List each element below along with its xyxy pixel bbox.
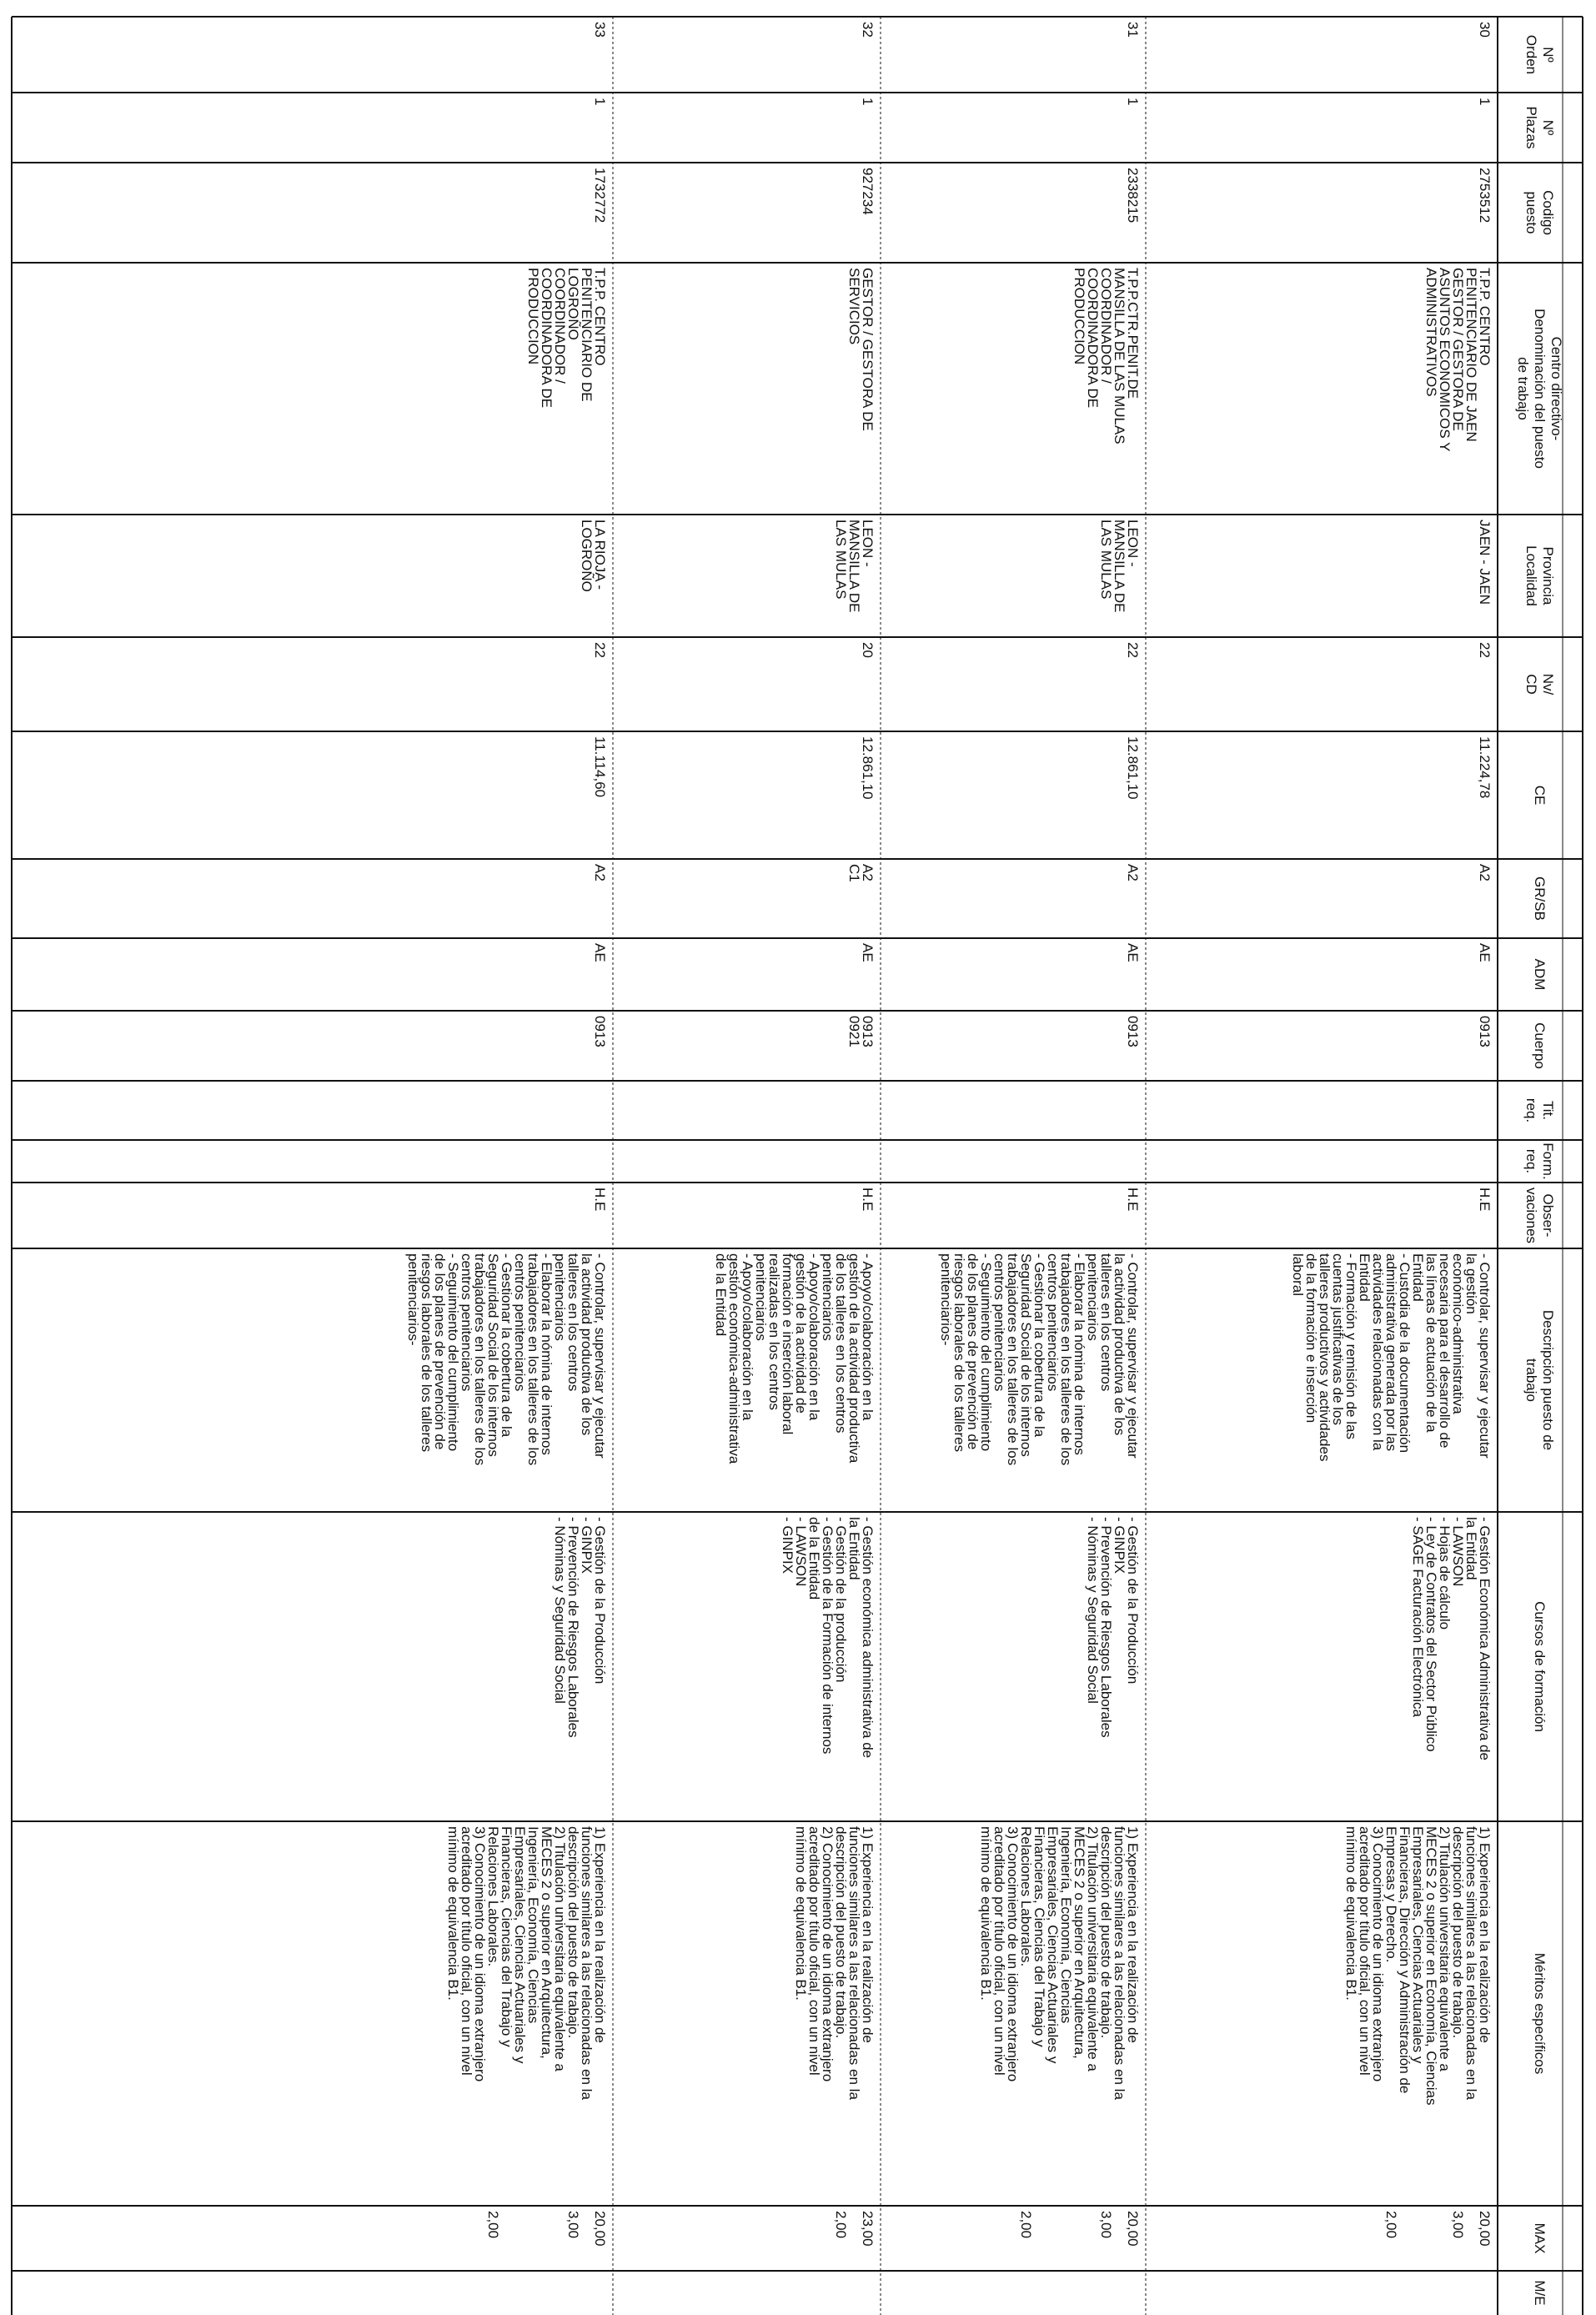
row-32-cuerpo: 0913 0921 <box>846 1016 876 1047</box>
row-31-orden: 31 <box>1125 22 1141 38</box>
header-centro: Centro directivo- Denominación del puesto de trabajo <box>1515 309 1564 469</box>
row-31-adm: AE <box>1125 943 1141 962</box>
row-32-descripcion: - Apoyo/colaboración en la gestión de la actividad productiva de los talleres en los centros penitenciarios - Apoyo/colaboración en la gestión de la actividad de formación e inserción laboral realizadas en los centros penitenciarios - Apoyo/colaboración en la gestión económica-administrativa de la Entidad <box>713 1253 876 1464</box>
row-31-titulacion <box>884 1086 1139 1137</box>
row-31-meritos: 1) Experiencia en la realización de funciones similares a las relacionadas en la descripción del puesto de trabajo. 2) Titulación universitaria equivalente a MECES 2 o superior en Arquitectura, Ingeniería, Economía, Ciencias Empresariales, Ciencias Actuariales y Financieras, Ciencias del Trabajo y Relaciones Laborales. 3) Conocimiento de un idioma extranjero acreditado por título oficial, con un nivel mínimo de equivalencia B1. <box>978 1826 1141 2100</box>
row-32-formacion <box>616 1145 874 1179</box>
row-32-ce: 12.861,10 <box>860 736 876 800</box>
row-32-titulacion <box>616 1086 874 1137</box>
row-30-nivel: 22 <box>1477 642 1493 658</box>
row-30-plazas: 1 <box>1477 98 1493 106</box>
header-titulacion: Tit. req. <box>1523 1097 1556 1123</box>
row-31-observaciones: H.E <box>1125 1188 1141 1212</box>
header-descripcion: Descripción puesto de trabajo <box>1523 1309 1556 1451</box>
row-33-ce: 11.114,60 <box>592 736 608 798</box>
row-33-max: 20,00 3,00 2,00 <box>485 2211 608 2247</box>
row-31-plazas: 1 <box>1125 98 1141 106</box>
row-33-plazas: 1 <box>592 98 608 106</box>
row-32-cursos: - Gestión económica administrativa de la Entidad - Gestión de la producción - Gestión de la Formación de internos de la Entidad - LAWSON - GINPIX <box>780 1517 876 1759</box>
row-33-cursos: - Gestión de la Producción - GINPIX - Prevención de Riesgos Laborales - Nóminas y Seguridad Social <box>552 1517 608 1738</box>
row-33-formacion <box>15 1145 606 1179</box>
row-31-cuerpo: 0913 <box>1125 1016 1141 1047</box>
row-31-cursos: - Gestión de la Producción - GINPIX - Prevención de Riesgos Laborales - Nóminas y Seguridad Social <box>1085 1517 1141 1738</box>
row-30-cuerpo: 0913 <box>1477 1016 1493 1047</box>
row-30-adm: AE <box>1477 943 1493 962</box>
row-30-formacion <box>1149 1145 1491 1179</box>
row-33-codigo: 1732772 <box>592 168 608 223</box>
row-33-provincia: LA RIOJA - LOGROÑO <box>579 520 608 592</box>
row-32-centro: GESTOR / GESTORA DE SERVICIOS <box>846 268 876 431</box>
row-33-meritos: 1) Experiencia en la realización de funciones similares a las relacionadas en la descripción del puesto de trabajo. 2) Titulación universitaria equivalente a MECES 2 o superior en Arquitectura, Ingeniería, Economía, Ciencias Empresariales, Ciencias Actuariales y Financieras, Ciencias del Trabajo y Relaciones Laborales. 3) Conocimiento de un idioma extranjero acreditado por título oficial, con un nivel mínimo de equivalencia B1. <box>445 1826 608 2100</box>
row-33-titulacion <box>15 1086 606 1137</box>
row-33-centro: T.P.P. CENTRO PENITENCIARIO DE LOGROÑO COORDINADOR / COORDINADORA DE PRODUCCION <box>525 268 608 409</box>
row-30-descripcion: - Controlar, supervisar y ejecutar la gestión económico-administrativa necesaria para el desarrollo de las líneas de actuación de la Entidad - Custodia de la documentación administrativa generada por las actividades relacionadas con la Entidad - Formación y remisión de las cuentas justificativas de los talleres productivos y actividades de la formación e inserción laboral <box>1290 1253 1493 1462</box>
row-31-grupo: A2 <box>1125 864 1141 881</box>
row-31-formacion <box>884 1145 1139 1179</box>
row-33-cuerpo: 0913 <box>592 1016 608 1047</box>
header-formacion: Form. req. <box>1523 1142 1556 1180</box>
row-31-nivel: 22 <box>1125 642 1141 658</box>
row-33-observaciones: H.E <box>592 1188 608 1212</box>
header-me: M/E <box>1532 2280 1548 2306</box>
row-31-centro: T.P.P.CTR.PENIT.DE MANSILLA DE LAS MULAS COORDINADOR / COORDINADORA DE PRODUCCION <box>1072 268 1141 444</box>
row-30-observaciones: H.E <box>1477 1188 1493 1212</box>
row-33-descripcion: - Controlar, supervisar y ejecutar la actividad productiva de los talleres en los centros penitenciarios - Elaborar la nómina de internos trabajadores en los talleres de los centros penitenciarios - Gestionar la cobertura de la Seguridad Social de los internos trabajadores en los talleres de los centros penitenciarios - Seguimiento del cumplimiento de los planes de prevención de riesgos laborales de los talleres penitenciarios- <box>405 1253 608 1466</box>
header-plazas: Nº Plazas <box>1523 106 1556 149</box>
row-33-adm: AE <box>592 943 608 962</box>
row-31-ce: 12.861,10 <box>1125 736 1141 800</box>
header-provincia: Provincia Localidad <box>1523 545 1556 606</box>
row-30-orden: 30 <box>1477 22 1493 38</box>
row-32-orden: 32 <box>860 22 876 38</box>
row-30-centro: T.P.P. CENTRO PENITENCIARIO DE JAEN GESTOR / GESTORA DE ASUNTOS ECONOMICOS Y ADMINISTRATIVOS <box>1423 268 1493 452</box>
row-33-grupo: A2 <box>592 864 608 881</box>
row-31-codigo: 2338215 <box>1125 168 1141 223</box>
header-ce: CE <box>1532 785 1548 806</box>
row-30-titulacion <box>1149 1086 1491 1137</box>
row-30-grupo: A2 <box>1477 864 1493 881</box>
header-codigo: Codigo puesto <box>1523 190 1556 235</box>
row-32-meritos: 1) Experiencia en la realización de funciones similares a las relacionadas en la descripción del puesto de trabajo. 2) Conocimiento de un idioma extranjero acreditado por título oficial, con un nivel mínimo de equivalencia B1. <box>793 1826 876 2100</box>
row-32-max: 23,00 2,00 <box>833 2211 876 2247</box>
header-cuerpo: Cuerpo <box>1532 1022 1548 1069</box>
header-adm: ADM <box>1532 958 1548 991</box>
row-32-provincia: LEON - MANSILLA DE LAS MULAS <box>833 520 876 613</box>
header-cursos: Cursos de formación <box>1532 1601 1548 1732</box>
row-32-observaciones: H.E <box>860 1188 876 1212</box>
row-30-codigo: 2753512 <box>1477 168 1493 223</box>
row-30-ce: 11.224,78 <box>1477 736 1493 799</box>
row-32-adm: AE <box>860 943 876 962</box>
row-32-nivel: 20 <box>860 642 876 658</box>
header-orden: Nº Orden <box>1523 34 1556 75</box>
header-max: MAX <box>1532 2222 1548 2254</box>
row-32-plazas: 1 <box>860 98 876 106</box>
header-grupo: GR/SB <box>1532 876 1548 921</box>
row-33-orden: 33 <box>592 22 608 38</box>
row-30-max: 20,00 3,00 2,00 <box>1383 2211 1493 2247</box>
row-31-descripcion: - Controlar, supervisar y ejecutar la actividad productiva de los talleres en los centros penitenciarios - Elaborar la nómina de internos trabajadores en los talleres de los centros penitenciarios - Gestionar la cobertura de la Seguridad Social de los internos trabajadores en los talleres de los centros penitenciarios - Seguimiento del cumplimiento de los planes de prevención de riesgos laborales de los talleres penitenciarios- <box>938 1253 1141 1466</box>
row-33-nivel: 22 <box>592 642 608 658</box>
row-32-grupo: A2 C1 <box>846 864 876 882</box>
row-30-cursos: - Gestión Económica Administrativa de la Entidad - LAWSON - Hojas de cálculo - Ley de Contratos del Sector Público - SAGE Facturación Electrónica <box>1410 1517 1493 1760</box>
row-31-provincia: LEON - MANSILLA DE LAS MULAS <box>1098 520 1141 613</box>
header-observaciones: Obser- vaciones <box>1523 1187 1556 1244</box>
row-30-provincia: JAEN - JAEN <box>1477 520 1493 605</box>
row-32-codigo: 927234 <box>860 168 876 215</box>
header-meritos: Méritos específicos <box>1532 1952 1548 2075</box>
row-31-max: 20,00 3,00 2,00 <box>1018 2211 1141 2247</box>
header-nivel: Nv/ CD <box>1523 673 1556 696</box>
row-30-meritos: 1) Experiencia en la realización de funciones similares a las relacionadas en la descripción del puesto de trabajo. 2) Titulación universitaria equivalente a MECES 2 o superior en Economía, Ciencias Empresariales, Ciencias Actuariales y Financieras, Dirección y Administración de Empresas y Derecho. 3) Conocimiento de un idioma extranjero acreditado por título oficial, con un nivel mínimo de equivalencia B1. <box>1343 1826 1493 2106</box>
